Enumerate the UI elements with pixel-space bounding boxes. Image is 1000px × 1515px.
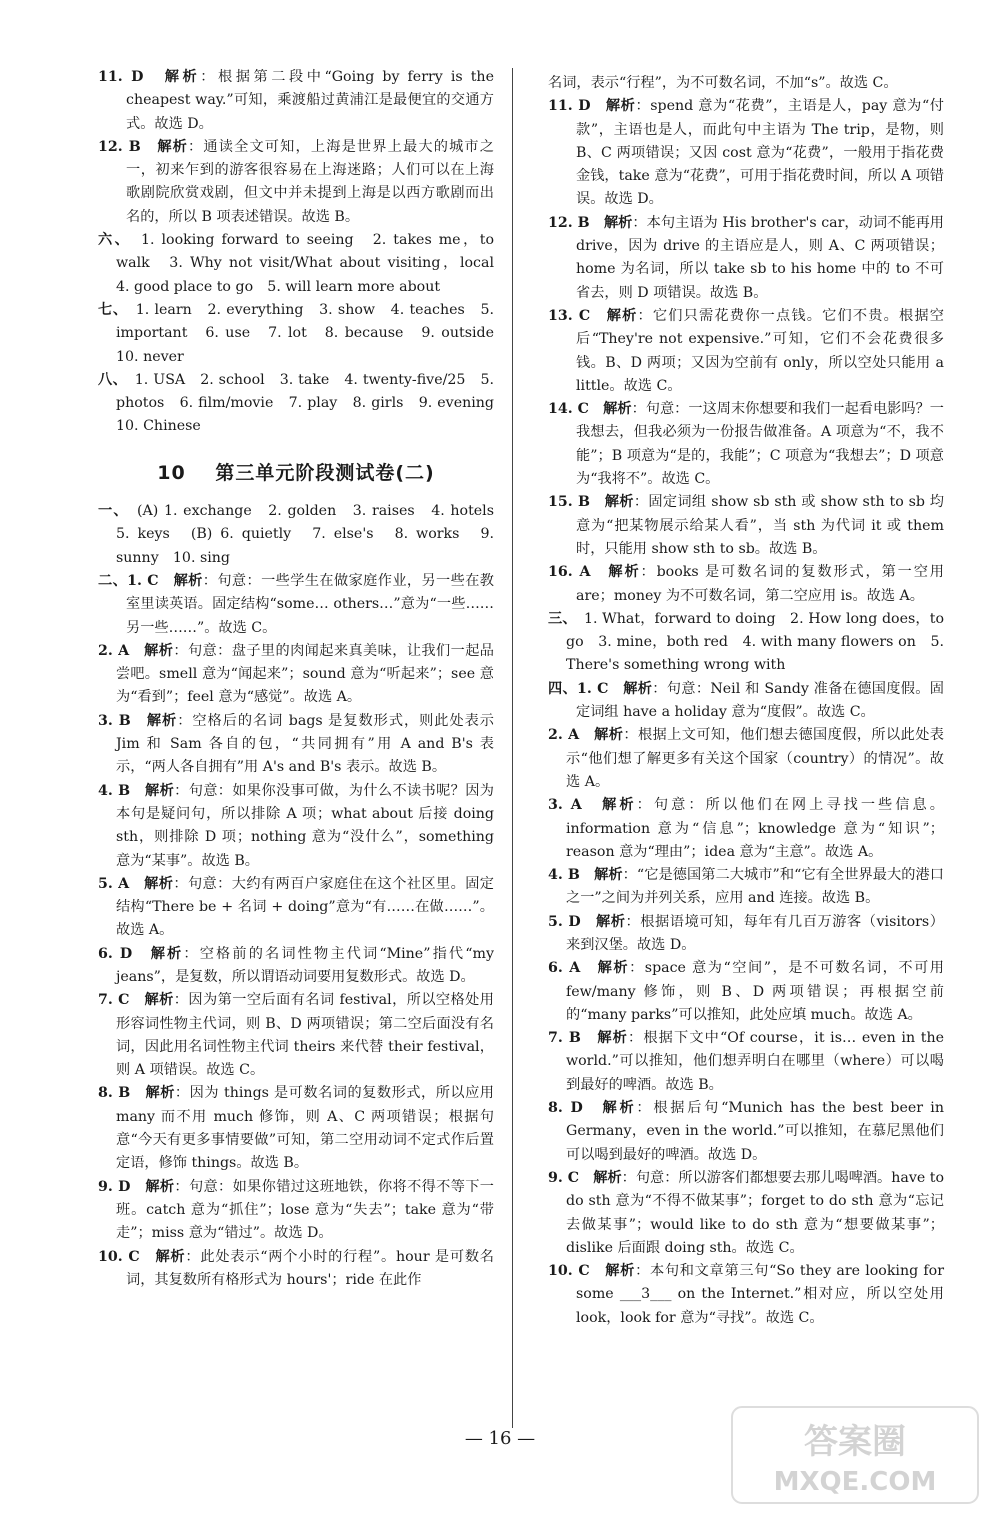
analysis-label: 解析 — [144, 992, 174, 1009]
item-text: ：因为第一空后面有名词 festival，所以空格处用形容词性物主代词，则 B、D 两项错误；第二空后面没有名词，因此用名词性物主代词 theirs 来代替 their festival，则 A 项错误。故选 C。 — [116, 992, 494, 1079]
item-number: 七、 — [98, 301, 121, 318]
analysis-label: 解析 — [605, 98, 636, 115]
item-text: 1. USA 2. school 3. take 4. twenty-five/25 5. photos 6. film/movie 7. play 8. girls 9. evening 10. Chinese — [116, 371, 509, 435]
item-number: 11. D — [98, 69, 144, 85]
answer-item — [98, 1082, 494, 1175]
answer-item — [548, 305, 944, 398]
analysis-label: 解析 — [145, 1178, 175, 1195]
answer-item — [98, 136, 494, 229]
item-number: 八、 — [98, 371, 121, 388]
answer-item — [98, 710, 494, 780]
item-text: ：“它是德国第二大城市”和“它有全世界最大的港口之一”之间为并列关系，应用 and 连接。故选 B。 — [566, 867, 944, 907]
item-number: 三、 — [548, 610, 570, 627]
item-number: 12. B — [98, 138, 141, 155]
left-column — [98, 66, 509, 1292]
analysis-label: 解析 — [594, 727, 624, 744]
analysis-label: 解析 — [146, 712, 178, 729]
answer-item — [548, 561, 944, 608]
item-number: 4. B — [98, 782, 131, 799]
analysis-label: 解析 — [597, 1030, 629, 1047]
item-text: ：句意：一些学生在做家庭作业，另一些在教室里读英语。固定结构“some… others…”意为“一些……另一些……”。故选 C。 — [126, 572, 494, 636]
item-number: 7. C — [98, 992, 130, 1009]
item-text: ：句意：大约有两百户家庭住在这个社区里。固定结构“There be + 名词 + doing”意为“有……在做……”。故选 A。 — [116, 875, 494, 939]
analysis-label: 解析 — [605, 1263, 636, 1280]
item-number: 9. C — [548, 1169, 580, 1186]
answer-item — [548, 608, 944, 678]
item-number: 2. A — [98, 642, 130, 659]
analysis-label: 解析 — [145, 1085, 175, 1102]
answer-item — [98, 570, 494, 640]
svg-text:MXQE.COM: MXQE.COM — [773, 1467, 937, 1497]
analysis-label: 解析 — [602, 1100, 637, 1117]
answer-item — [548, 1167, 944, 1260]
section-title: 第三单元阶段测试卷(二) — [215, 461, 435, 484]
item-number: 四、1. C — [548, 680, 609, 697]
answer-item — [548, 678, 944, 725]
item-text: ：此处表示“两个小时的行程”。hour 是可数名词，其复数所有格形式为 hours'；ride 在此作 — [126, 1248, 494, 1288]
item-number: 8. B — [98, 1085, 131, 1102]
analysis-label: 解析 — [606, 307, 638, 324]
answer-item — [98, 780, 494, 873]
item-text: ：根据后句“Munich has the best beer in Germany，even in the world.”可以推知，在慕尼黑他们可以喝到最好的啤酒。故选 D。 — [566, 1100, 944, 1163]
item-text: 名词，表示“行程”，为不可数名词，不加“s”。故选 C。 — [548, 75, 898, 91]
item-text: ：句意：所以他们在网上寻找一些信息。information 意为“信息”；knowledge 意为“知识”；reason 意为“理由”；idea 意为“主意”。故选 A。 — [566, 797, 944, 860]
svg-text:答案圈: 答案圈 — [804, 1422, 906, 1462]
item-text: 1. looking forward to seeing 2. takes me，to walk 3. Why not visit/What about visiting，local 4. good place to go 5. will learn more about — [116, 232, 509, 295]
item-text: ：根据下文中“Of course，it is… even in the world.”可以推知，他们想弄明白在哪里（where）可以喝到最好的啤酒。故选 B。 — [566, 1030, 944, 1093]
item-text: ：句意：如果你没事可做，为什么不读书呢？因为本句是疑问句，所以排除 A 项；what about 后接 doing sth，则排除 D 项；nothing 意为“没什么”，something 意为“某事”。故选 B。 — [116, 782, 494, 869]
item-text: ：根据第二段中“Going by ferry is the cheapest way.”可知，乘渡船过黄浦江是最便宜的交通方式。故选 D。 — [126, 69, 494, 132]
analysis-label: 解析 — [602, 797, 637, 814]
item-text: ：本句主语为 His brother's car，动词不能再用 drive，因为 drive 的主语应是人，则 A、C 两项错误；home 为名词，所以 take sb to his home 中的 to 不可省去，则 D 项错误。故选 B。 — [576, 214, 944, 301]
item-number: 6. D — [98, 945, 133, 962]
column-divider — [512, 68, 513, 1428]
answer-item — [548, 911, 944, 958]
answer-item — [548, 212, 944, 305]
item-text: ：space 意为“空间”，是不可数名词，不可用 few/many 修饰，则 B、D 两项错误；再根据空前的“many parks”可以推知，此处应填 much。故选 A。 — [566, 960, 944, 1023]
item-number: 9. D — [98, 1178, 131, 1195]
answer-item — [98, 1246, 494, 1293]
item-number: 11. D — [548, 98, 591, 115]
analysis-label: 解析 — [164, 69, 201, 85]
item-text: ：本句和文章第三句“So they are looking for some ___3___ on the Internet.”相对应，所以空处用 look，look for 意为“寻找”。故选 C。 — [576, 1263, 944, 1326]
item-text: ：因为 things 是可数名词的复数形式，所以应用 many 而不用 much 修饰，则 A、C 两项错误；根据句意“今天有更多事情要做”可知，第二空用动词不定式作后置定语，修饰 things。故选 B。 — [116, 1085, 494, 1172]
item-text: ：句意：一这周末你想要和我们一起看电影吗？一我想去，但我必须为一份报告做准备。A 项意为“不，我不能”；B 项意为“是的，我能”；C 项意为“我想去”；D 项意为“我将不”。故选 C。 — [576, 401, 944, 488]
right-column — [548, 72, 944, 1330]
item-text: ：books 是可数名词的复数形式，第一空用 are；money 为不可数名词，第二空应用 is。故选 A。 — [576, 564, 944, 604]
answer-item — [548, 1260, 944, 1330]
item-number: 6. A — [548, 960, 581, 977]
answer-item — [548, 95, 944, 211]
answer-item — [548, 864, 944, 911]
analysis-label: 解析 — [144, 642, 174, 659]
item-number: 一、 — [98, 503, 122, 520]
item-text: ：句意：所以游客们都想要去那儿喝啤酒。have to do sth 意为“不得不做某事”；forget to do sth 意为“忘记去做某事”；would like to do sth 意为“想要做某事”；dislike 后面跟 doing sth。故选 C。 — [566, 1169, 944, 1256]
answer-item — [548, 398, 944, 491]
section-number: 10 — [157, 461, 186, 484]
item-text: ：根据语境可知，每年有几百万游客（visitors）来到汉堡。故选 D。 — [566, 913, 944, 953]
answer-item — [548, 491, 944, 561]
answer-item — [98, 989, 494, 1082]
section-heading — [98, 462, 494, 485]
item-text: ：句意：如果你错过这班地铁，你将不得不等下一班。catch 意为“抓住”；lose 意为“失去”；take 意为“带走”；miss 意为“错过”。故选 D。 — [116, 1178, 494, 1242]
analysis-label: 解析 — [593, 1169, 622, 1186]
item-text: (A) 1. exchange 2. golden 3. raises 4. hotels 5. keys (B) 6. quietly 7. else's 8. works 9. sunny 10. sing — [116, 503, 509, 566]
item-number: 15. B — [548, 494, 590, 511]
answer-item — [98, 943, 494, 990]
item-number: 12. B — [548, 214, 590, 231]
item-number: 4. B — [548, 867, 580, 884]
answer-item — [548, 957, 944, 1027]
item-number: 13. C — [548, 307, 591, 324]
analysis-label: 解析 — [604, 494, 634, 511]
answer-item — [548, 724, 944, 794]
item-number: 5. A — [98, 875, 130, 892]
item-number: 10. C — [548, 1263, 590, 1280]
item-number: 8. D — [548, 1100, 583, 1117]
answer-item — [548, 794, 944, 864]
answer-item — [98, 369, 509, 439]
analysis-label: 解析 — [597, 960, 630, 977]
item-number: 3. A — [548, 797, 582, 814]
analysis-label: 解析 — [150, 945, 184, 962]
item-text: 1. What，forward to doing 2. How long does，to go 3. mine，both red 4. with many flowers on 5. There's something wrong with — [566, 610, 944, 674]
analysis-label: 解析 — [157, 138, 189, 155]
answer-item — [98, 1176, 494, 1246]
item-text: ：根据上文可知，他们想去德国度假，所以此处表示“他们想了解更多有关这个国家（country）的情况”。故选 A。 — [566, 727, 944, 790]
answer-item — [98, 640, 494, 710]
answer-item — [98, 229, 509, 299]
answer-item — [98, 299, 509, 369]
analysis-label: 解析 — [145, 782, 175, 799]
item-number: 二、1. C — [98, 572, 159, 589]
analysis-label: 解析 — [594, 867, 623, 884]
answer-item — [98, 873, 494, 943]
analysis-label: 解析 — [603, 401, 632, 418]
item-text: ：spend 意为“花费”，主语是人，pay 意为“付款”，主语也是人，而此句中主语为 The trip，是物，则 B、C 两项错误；又因 cost 意为“花费”，一般用于指花费金钱，take 意为“花费”，可用于指花费时间，所以 A 项错误。故选 D。 — [576, 98, 944, 208]
page-number: — 16 — — [464, 1428, 536, 1449]
item-text: 1. learn 2. everything 3. show 4. teaches 5. important 6. use 7. lot 8. because 9. outside 10. never — [116, 301, 509, 365]
analysis-label: 解析 — [623, 680, 653, 697]
answer-item — [98, 500, 509, 570]
analysis-label: 解析 — [608, 564, 641, 581]
analysis-label: 解析 — [595, 913, 626, 930]
answer-item — [548, 1097, 944, 1167]
item-text: ：空格前的名词性物主代词“Mine”指代“my jeans”，是复数，所以谓语动词要用复数形式。故选 D。 — [116, 945, 494, 985]
item-number: 3. B — [98, 712, 131, 729]
analysis-label: 解析 — [173, 572, 203, 589]
analysis-label: 解析 — [603, 214, 633, 231]
analysis-label: 解析 — [155, 1248, 186, 1265]
item-number: 16. A — [548, 564, 591, 581]
item-text: ：句意：盘子里的肉闻起来真美味，让我们一起品尝吧。smell 意为“闻起来”；sound 意为“听起来”；see 意为“看到”；feel 意为“感觉”。故选 A。 — [116, 642, 494, 706]
answer-item — [98, 66, 494, 136]
item-number: 14. C — [548, 401, 589, 418]
item-text: ：句意：Neil 和 Sandy 准备在德国度假。固定词组 have a holiday 意为“度假”。故选 C。 — [576, 680, 944, 721]
item-number: 2. A — [548, 727, 580, 744]
item-text: ：通读全文可知，上海是世界上最大的城市之一，初来乍到的游客很容易在上海迷路；人们可以在上海歌剧院欣赏戏剧，但文中并未提到上海是以西方歌剧而出名的，所以 B 项表述错误。故选 B。 — [126, 138, 494, 225]
item-number: 10. C — [98, 1248, 140, 1265]
item-number: 5. D — [548, 913, 581, 930]
item-text: ：固定词组 show sb sth 或 show sth to sb 均意为“把某物展示给某人看”，当 sth 为代词 it 或 them 时，只能用 show sth to sb。故选 B。 — [576, 494, 944, 557]
answer-item — [548, 1027, 944, 1097]
item-number: 六、 — [98, 232, 125, 249]
answer-item — [548, 72, 944, 95]
item-text: ：它们只需花费你一点钱。它们不贵。根据空后“They're not expensive.”可知，它们不会花费很多钱。B、D 两项；又因为空前有 only，所以空处只能用 a little。故选 C。 — [576, 307, 944, 394]
item-number: 7. B — [548, 1030, 581, 1047]
item-text: ：空格后的名词 bags 是复数形式，则此处表示 Jim 和 Sam 各自的包，“共同拥有”用 A and B's 表示，“两人各自拥有”用 A's and B's 表示。故选 B。 — [116, 712, 494, 776]
analysis-label: 解析 — [144, 875, 174, 892]
watermark-logo — [730, 1405, 980, 1505]
